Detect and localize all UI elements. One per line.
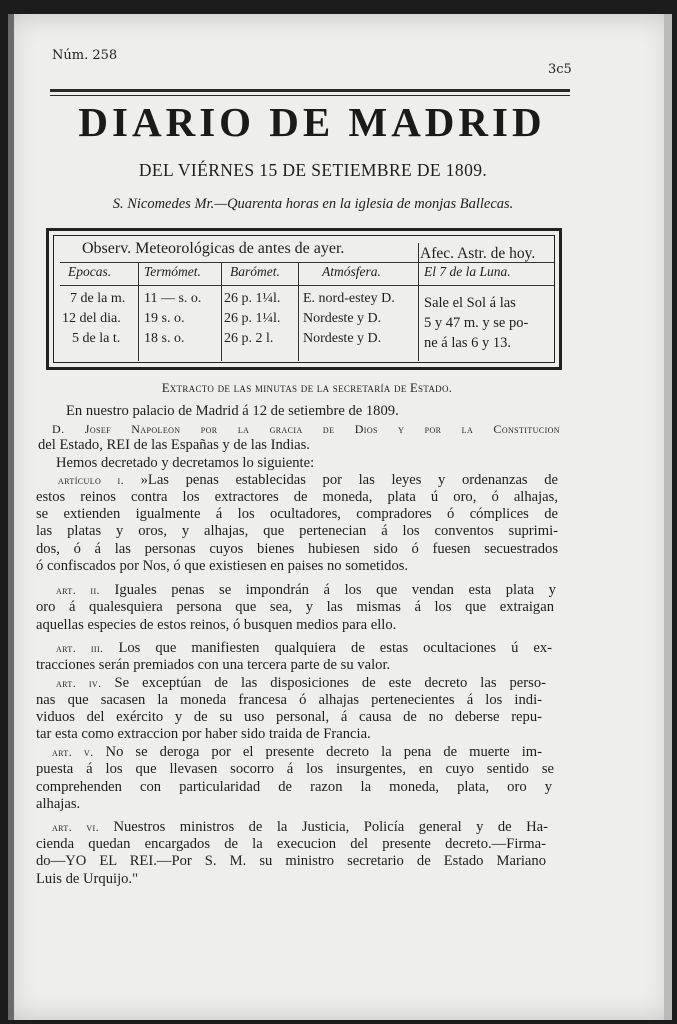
saint-of-day-line: S. Nicomedes Mr.—Quarenta horas en la iglesia de monjas Ballecas. <box>112 196 514 212</box>
article-line-22: comprehenden con particularidad de razon la moneda, plata, oro y <box>36 779 552 795</box>
article-line-26: do—YO EL REI.—Por S. M. su ministro secretario de Estado Mariano <box>36 853 546 869</box>
row1-atm: E. nord-estey D. <box>303 291 395 306</box>
article-line-3: del Estado, REI de las Españas y de las Indias. <box>38 437 310 453</box>
row3-barom: 26 p. 2 l. <box>224 331 274 346</box>
article-line-15: tracciones serán premiados con una tercera parte de su valor. <box>36 657 391 673</box>
row3-term: 18 s. o. <box>144 331 185 346</box>
row3-atm: Nordeste y D. <box>303 331 382 346</box>
article-line-8: las platas y oros, y alhajas, que pertenecian á los conventos suprimi- <box>36 523 558 539</box>
article-line-19: tar esta como extraccion por haber sido traida de Francia. <box>36 726 371 742</box>
article-line-20: art. v. No se deroga por el presente decreto la pena de muerte im- <box>52 744 542 760</box>
article-line-2: D. Josef Napoleon por la gracia de Dios y por la Constitucion <box>52 422 560 436</box>
article-line-5: artículo i. »Las penas establecidas por las leyes y ordenanzas de <box>58 472 558 488</box>
row1-barom: 26 p. 1¼l. <box>224 291 281 306</box>
article-line-18: viduos del exército y de su uso personal, á causa de no deberse repu- <box>36 709 542 725</box>
page-number: 3c5 <box>548 62 572 77</box>
luna-line-3: ne á las 6 y 13. <box>424 335 511 351</box>
masthead-rule <box>50 89 570 92</box>
astronomical-title: Afec. Astr. de hoy. <box>420 245 536 262</box>
header-barometro: Barómet. <box>230 264 280 279</box>
article-line-1: En nuestro palacio de Madrid á 12 de setiembre de 1809. <box>66 403 399 419</box>
masthead-rule-thin <box>50 95 570 96</box>
article-caption: Extracto de las minutas de la secretaría de Estado. <box>161 381 453 395</box>
header-luna: El 7 de la Luna. <box>424 264 511 279</box>
luna-line-2: 5 y 47 m. y se po- <box>424 315 529 331</box>
article-line-6: estos reinos contra los extractores de moneda, plata ú oro, ó alhajas, <box>36 489 558 505</box>
page-right-edge <box>664 14 672 1020</box>
article-line-25: cienda quedan encargados de la execucion del presente decreto.—Firma- <box>36 836 546 852</box>
article-line-10: ó confiscados por Nos, ó que existiesen en paises no sometidos. <box>36 558 409 574</box>
header-atmosfera: Atmósfera. <box>322 264 381 279</box>
article-line-27: Luis de Urquijo." <box>36 871 139 887</box>
issue-number: Núm. 258 <box>52 48 118 63</box>
article-line-17: nas que sacasen la moneda francesa ó alhajas pertenecientes á los indi- <box>36 692 542 708</box>
article-line-21: puesta á los que llevasen socorro á los insurgentes, en cuyo sentido se <box>36 761 554 777</box>
newspaper-title: DIARIO DE MADRID <box>78 99 546 145</box>
row2-barom: 26 p. 1¼l. <box>224 311 281 326</box>
article-line-13: aquellas especies de estos reinos, ó busquen medios para ello. <box>36 617 397 633</box>
article-line-14: art. iii. Los que manifiesten qualquiera de estas ocultaciones ú ex- <box>56 640 552 656</box>
page-spine-edge <box>8 14 14 1020</box>
article-line-12: oro á qualesquiera persona que sea, y las mismas á los que extraigan <box>36 599 554 615</box>
row1-epoca: 7 de la m. <box>70 291 126 306</box>
article-line-16: art. iv. Se exceptúan de las disposiciones de este decreto las perso- <box>56 675 546 691</box>
article-line-23: alhajas. <box>36 796 81 812</box>
article-line-24: art. vi. Nuestros ministros de la Justicia, Policía general y de Ha- <box>52 819 548 835</box>
article-line-11: art. ii. Iguales penas se impondrán á los que vendan esta plata y <box>56 582 556 598</box>
weather-title: Observ. Meteorológicas de antes de ayer. <box>82 240 345 257</box>
dateline: DEL VIÉRNES 15 DE SETIEMBRE DE 1809. <box>138 160 488 180</box>
article-line-9: dos, ó á las personas cuyos bienes hubiesen sido ó fuesen secuestrados <box>36 541 558 557</box>
article-line-7: se extienden igualmente á los ocultadores, compradores ó cómplices de <box>36 506 558 522</box>
row2-term: 19 s. o. <box>144 311 185 326</box>
row2-atm: Nordeste y D. <box>303 311 382 326</box>
row1-term: 11 — s. o. <box>144 291 202 306</box>
row2-epoca: 12 del dia. <box>62 311 121 326</box>
header-termometro: Termómet. <box>144 264 201 279</box>
luna-line-1: Sale el Sol á las <box>424 295 516 311</box>
row3-epoca: 5 de la t. <box>72 331 121 346</box>
article-line-4: Hemos decretado y decretamos lo siguiente: <box>56 455 315 471</box>
header-epocas: Epocas. <box>68 264 112 279</box>
